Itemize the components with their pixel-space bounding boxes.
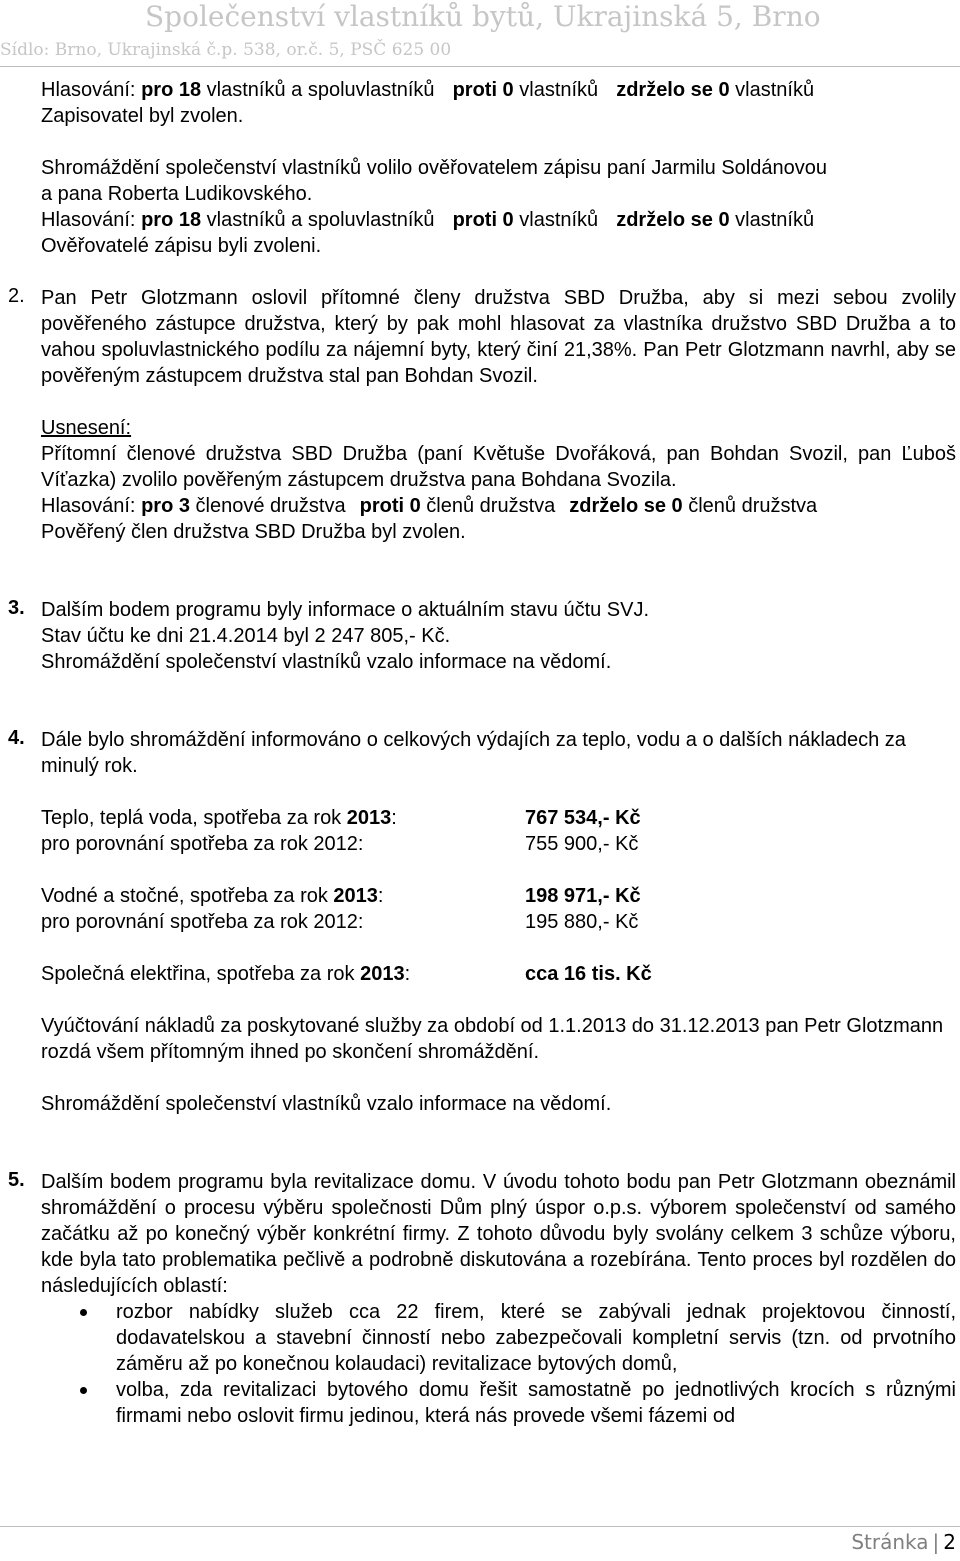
header-divider [0, 66, 960, 67]
item-text: Dalším bodem programu byla revitalizace domu. V úvodu tohoto bodu pan Petr Glotzmann obeznámil shromáždění o procesu výběru společnosti Dům plný úspor o.p.s. výborem společenství od samého začátku až po konečný výběr konkrétní firmy. Z tohoto důvodu byly svolány celkem 3 schůze výboru, kde byla tato problematika pečlivě a podrobně diskutována a rozebírána. Tento proces byl rozdělen do následujících oblastí: [41, 1171, 956, 1297]
cost-row: Vodné a stočné, spotřeba za rok 2013: 198 971,- Kč [41, 885, 641, 907]
vote-line: Hlasování: pro 18 vlastníků a spoluvlastníků proti 0 vlastníků zdrželo se 0 vlastníků [41, 79, 815, 101]
bullet-list [0, 1299, 960, 1429]
agenda-item-3 [0, 597, 960, 675]
cost-value: cca 16 tis. Kč [525, 963, 652, 985]
resolution-label: Usnesení: [41, 417, 132, 439]
verifiers-text-line: a pana Roberta Ludikovského. [41, 183, 313, 205]
page-label: Stránka [851, 1530, 929, 1554]
page-number: 2 [943, 1530, 956, 1554]
item-text: Dále bylo shromáždění informováno o celkových výdajích za teplo, vodu a o dalších nákladech za minulý rok. [41, 729, 906, 777]
vote-line: Hlasování: pro 3 členové družstva proti 0 členů družstva zdrželo se 0 členů družstva [41, 495, 818, 517]
bullet-icon [80, 1387, 87, 1394]
vote-result: Ověřovatelé zápisu byli zvoleni. [41, 235, 322, 257]
agenda-item-4 [0, 727, 960, 779]
item-text: Pan Petr Glotzmann oslovil přítomné členy družstva SBD Družba, aby si mezi sebou zvolily pověřeného zástupce družstva, který by pak mohl hlasovat za vlastníka družstvo SBD Družba a to vahou spoluvlastnického podílu za nájemní byty, který činí 21,38%. Pan Petr Glotzmann navrhl, aby se pověřeným zástupcem družstva stal pan Bohdan Svozil. [41, 287, 956, 387]
acknowledgement: Shromáždění společenství vlastníků vzalo informace na vědomí. [41, 1093, 612, 1115]
cost-row: Teplo, teplá voda, spotřeba za rok 2013: 767 534,- Kč [41, 807, 641, 829]
resolution-text: Přítomní členové družstva SBD Družba (paní Květuše Dvořáková, pan Bohdan Svozil, pan Ľuboš Víťazka) zvolilo pověřeným zástupcem družstva pana Bohdana Svozila. [41, 443, 956, 491]
agenda-item-2 [0, 285, 960, 389]
verifiers-text-line: Shromáždění společenství vlastníků volilo ověřovatelem zápisu paní Jarmilu Soldánovou [41, 157, 827, 179]
footer-divider [0, 1526, 960, 1527]
item-number: 4. [8, 727, 25, 749]
cost-value: 195 880,- Kč [525, 911, 639, 933]
cost-row: pro porovnání spotřeba za rok 2012: 755 900,- Kč [41, 833, 639, 855]
page-footer [851, 1530, 956, 1554]
cost-value: 767 534,- Kč [525, 807, 641, 829]
vote-result: Pověřený člen družstva SBD Družba byl zvolen. [41, 521, 466, 543]
bullet-icon [80, 1309, 87, 1316]
item-number: 3. [8, 597, 25, 619]
document-body [0, 77, 960, 1429]
item-number: 2. [8, 285, 25, 307]
vote-result: Zapisovatel byl zvolen. [41, 105, 244, 127]
list-item: volba, zda revitalizaci bytového domu řešit samostatně po jednotlivých krocích s různými firmami nebo oslovit firmu jedinou, která nás provede všemi fázemi od [116, 1377, 960, 1429]
agenda-item-5 [0, 1169, 960, 1299]
cost-row: pro porovnání spotřeba za rok 2012: 195 880,- Kč [41, 911, 639, 933]
document-header-address: Sídlo: Brno, Ukrajinská č.p. 538, or.č. 5, PSČ 625 00 [0, 40, 452, 60]
item-number: 5. [8, 1169, 25, 1191]
cost-value: 755 900,- Kč [525, 833, 639, 855]
cost-row: Společná elektřina, spotřeba za rok 2013: cca 16 tis. Kč [41, 963, 652, 985]
cost-value: 198 971,- Kč [525, 885, 641, 907]
footer-separator: | [932, 1530, 940, 1554]
list-item: rozbor nabídky služeb cca 22 firem, které se zabývali jednak projektovou činností, dodavatelskou a stavební činností nebo zabezpečovali kompletní servis (tzn. od prvotního záměru až po konečnou kolaudaci) revitalizace bytových domů, [116, 1299, 960, 1377]
item-text: Dalším bodem programu byly informace o aktuálním stavu účtu SVJ. [41, 599, 650, 621]
acknowledgement: Shromáždění společenství vlastníků vzalo informace na vědomí. [41, 651, 612, 673]
account-balance: Stav účtu ke dni 21.4.2014 byl 2 247 805,- Kč. [41, 625, 451, 647]
vote-line: Hlasování: pro 18 vlastníků a spoluvlastníků proti 0 vlastníků zdrželo se 0 vlastníků [41, 209, 815, 231]
billing-text: Vyúčtování nákladů za poskytované služby za období od 1.1.2013 do 31.12.2013 pan Petr Glotzmann rozdá všem přítomným ihned po skončení shromáždění. [41, 1015, 944, 1063]
document-header-title: Společenství vlastníků bytů, Ukrajinská 5, Brno [145, 0, 821, 33]
